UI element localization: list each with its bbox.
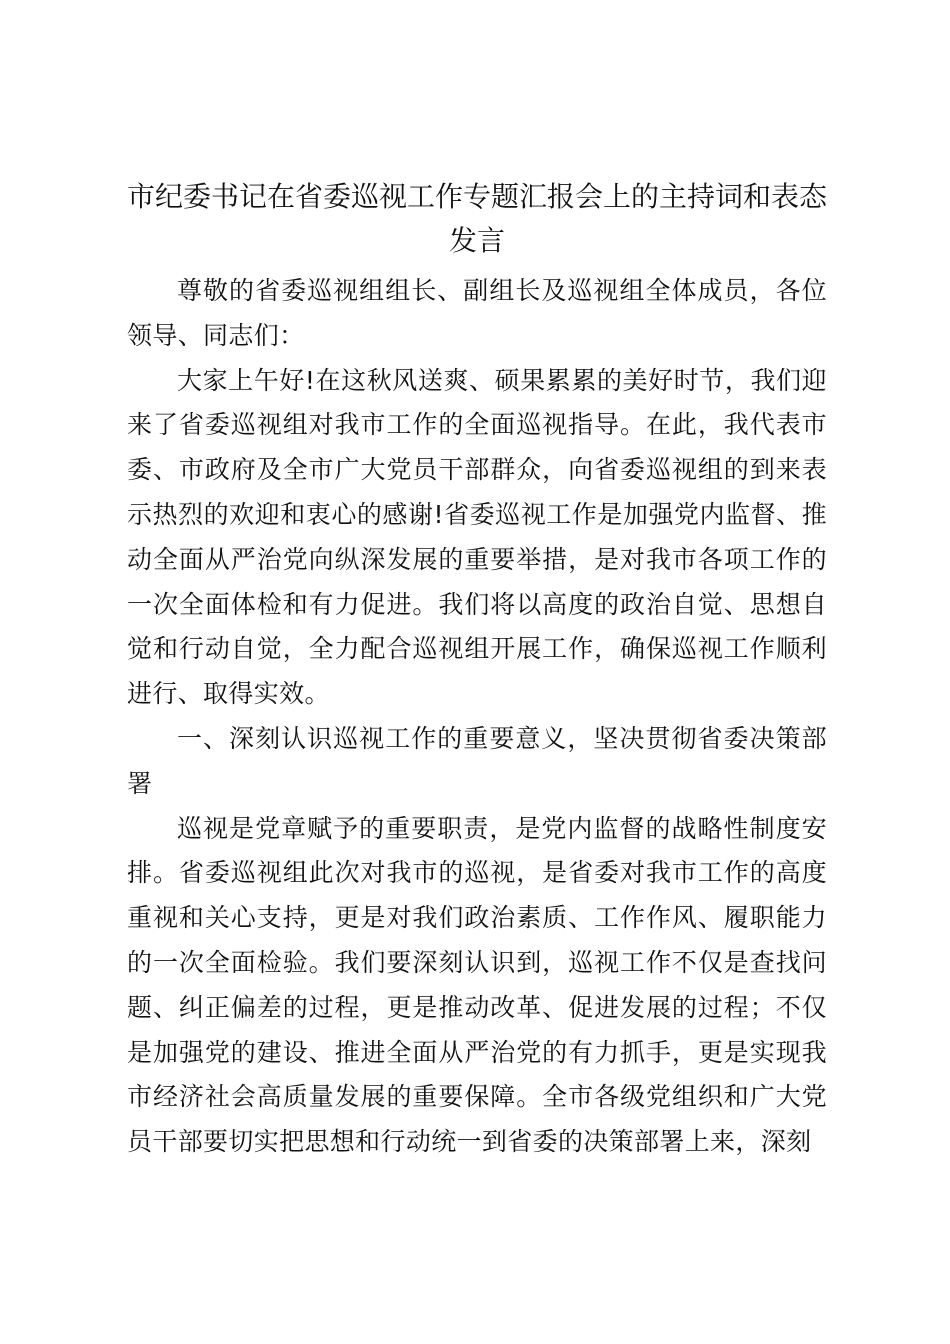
section-heading: 一、深刻认识巡视工作的重要意义，坚决贯彻省委决策部署 — [127, 723, 827, 798]
opening-paragraph: 大家上午好!在这秋风送爽、硕果累累的美好时节，我们迎来了省委巡视组对我市工作的全面巡视指导。在此，我代表市委、市政府及全市广大党员干部群众，向省委巡视组的到来表示热烈的欢迎和衷心的感谢!省委巡视工作是加强党内监督、推动全面从严治党向纵深发展的重要举措，是对我市各项工作的一次全面体检和有力促进。我们将以高度的政治自觉、思想自觉和行动自觉，全力配合巡视组开展工作，确保巡视工作顺利进行、取得实效。 — [127, 365, 827, 709]
salutation: 尊敬的省委巡视组组长、副组长及巡视组全体成员，各位领导、同志们： — [127, 276, 827, 350]
section-paragraph: 巡视是党章赋予的重要职责，是党内监督的战略性制度安排。省委巡视组此次对我市的巡视，是省委对我市工作的高度重视和关心支持，更是对我们政治素质、工作作风、履职能力的一次全面检验。我们要深刻认识到，巡视工作不仅是查找问题、纠正偏差的过程，更是推动改革、促进发展的过程；不仅是加强党的建设、推进全面从严治党的有力抓手，更是实现我市经济社会高质量发展的重要保障。全市各级党组织和广大党员干部要切实把思想和行动统一到省委的决策部署上来，深刻 — [127, 813, 827, 1157]
document-body — [127, 175, 827, 1165]
document-title: 市纪委书记在省委巡视工作专题汇报会上的主持词和表态发言 — [126, 180, 827, 257]
